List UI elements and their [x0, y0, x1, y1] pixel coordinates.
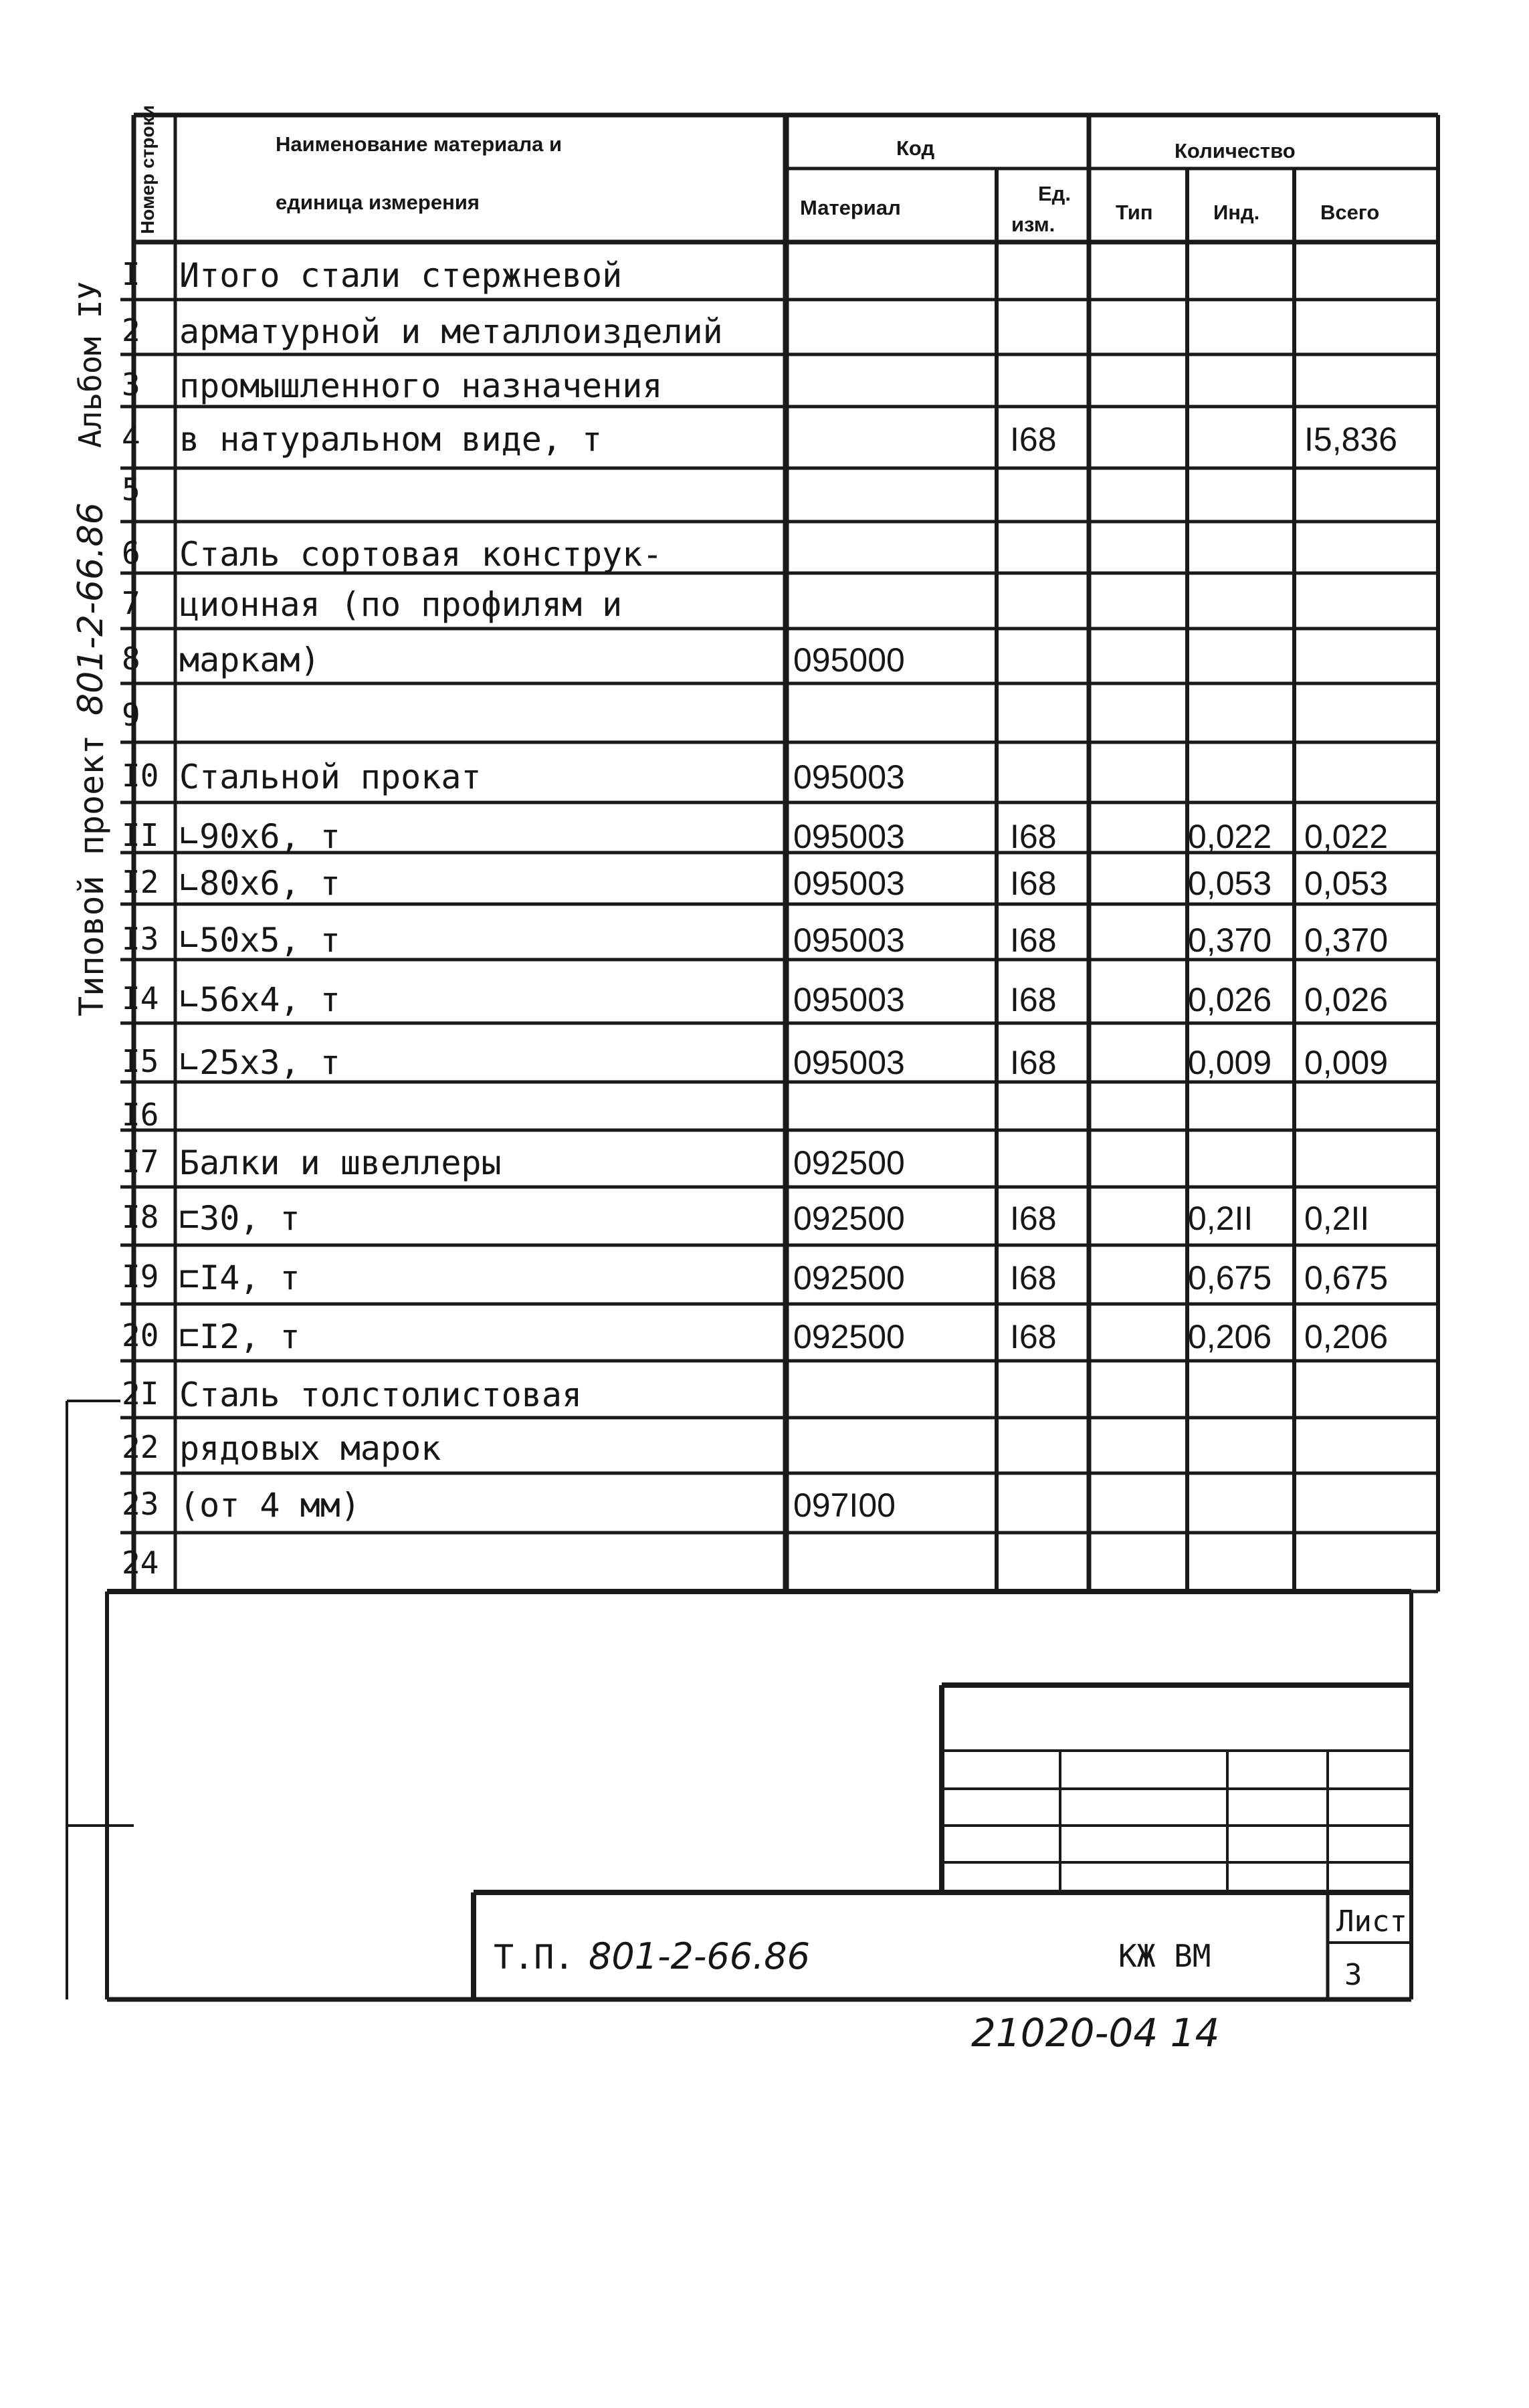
row-code: 095003	[793, 1044, 905, 1081]
row-number: 23	[122, 1486, 159, 1522]
inventory-number: 21020-04 14	[971, 2010, 1220, 2056]
row-number: I2	[122, 864, 159, 900]
row-name: в натуральном виде, т	[179, 420, 603, 459]
row-number: 20	[122, 1317, 159, 1353]
row-code: 095003	[793, 981, 905, 1018]
row-total: 0,675	[1304, 1259, 1389, 1297]
title-doc-number: 801-2-66.86	[589, 1935, 810, 1977]
row-number: 4	[122, 420, 140, 456]
header-unit-line2: изм.	[1011, 213, 1055, 236]
row-name: Сталь сортовая конструк-	[179, 535, 663, 574]
side-project-label: Типовой проект	[72, 734, 111, 1016]
row-total: I5,836	[1304, 421, 1398, 458]
header-row-number	[138, 105, 158, 234]
row-code: 095003	[793, 865, 905, 902]
row-number: I6	[122, 1097, 159, 1133]
row-name: маркам)	[179, 641, 320, 679]
row-code: 095003	[793, 921, 905, 959]
title-sheet-label: Лист	[1336, 1904, 1407, 1939]
row-unit: I68	[1010, 1200, 1057, 1237]
row-name: промышленного назначения	[179, 366, 663, 405]
header-total: Всего	[1320, 201, 1380, 224]
row-name: ∟80x6, т	[179, 864, 340, 903]
row-name: Итого стали стержневой	[179, 256, 623, 295]
header-type: Тип	[1116, 201, 1153, 224]
title-mark: КЖ ВМ	[1118, 1938, 1211, 1974]
row-number: I	[122, 256, 140, 292]
row-ind: 0,370	[1188, 921, 1272, 959]
row-code: 092500	[793, 1259, 905, 1297]
row-name: (от 4 мм)	[179, 1486, 361, 1525]
row-total: 0,206	[1304, 1318, 1389, 1355]
row-ind: 0,053	[1188, 865, 1272, 902]
row-name: ционная (по профилям и	[179, 585, 623, 624]
row-unit: I68	[1010, 981, 1057, 1018]
row-number: 7	[122, 585, 140, 621]
side-project-number: 801-2-66.86	[71, 502, 111, 716]
row-name: ∟90x6, т	[179, 817, 340, 856]
row-name: ⊏I4, т	[179, 1258, 300, 1297]
header-name-line1: Наименование материала и	[276, 132, 563, 156]
row-number: 3	[122, 366, 140, 403]
row-name: Стальной прокат	[179, 758, 482, 796]
row-code: 095003	[793, 818, 905, 855]
row-unit: I68	[1010, 421, 1057, 458]
row-name: ∟56x4, т	[179, 980, 340, 1019]
row-code: 097I00	[793, 1487, 896, 1524]
row-name: Балки и швеллеры	[179, 1143, 502, 1182]
header-ind: Инд.	[1213, 201, 1260, 224]
row-number: 9	[122, 697, 140, 733]
row-total: 0,2II	[1304, 1200, 1370, 1237]
row-ind: 0,675	[1188, 1259, 1272, 1297]
row-number: 24	[122, 1545, 159, 1581]
row-code: 095003	[793, 758, 905, 796]
row-name: ∟25x3, т	[179, 1043, 340, 1082]
row-name: ⊏I2, т	[179, 1317, 300, 1356]
row-number: 22	[122, 1429, 159, 1465]
row-number: II	[122, 817, 159, 853]
row-number: 5	[122, 471, 140, 508]
title-doc-prefix: Т.П.	[494, 1938, 575, 1977]
row-number: I3	[122, 921, 159, 957]
row-number: I0	[122, 758, 159, 794]
row-name: рядовых марок	[179, 1429, 441, 1468]
row-total: 0,026	[1304, 981, 1389, 1018]
row-code: 095000	[793, 641, 905, 679]
title-sheet-number: 3	[1344, 1958, 1362, 1992]
header-code: Код	[896, 136, 935, 160]
row-name: Сталь толстолистовая	[179, 1376, 583, 1414]
row-code: 092500	[793, 1200, 905, 1237]
row-total: 0,009	[1304, 1044, 1389, 1081]
row-unit: I68	[1010, 1259, 1057, 1297]
row-number: 8	[122, 641, 140, 677]
row-number: 2	[122, 312, 140, 348]
header-quantity: Количество	[1175, 139, 1296, 162]
row-ind: 0,022	[1188, 818, 1272, 855]
row-number: 2I	[122, 1376, 159, 1412]
row-ind: 0,009	[1188, 1044, 1272, 1081]
row-ind: 0,026	[1188, 981, 1272, 1018]
header-unit-line1: Ед.	[1038, 182, 1071, 205]
row-code: 092500	[793, 1144, 905, 1182]
row-name: арматурной и металлоизделий	[179, 312, 723, 351]
row-unit: I68	[1010, 1318, 1057, 1355]
row-number: I5	[122, 1043, 159, 1079]
row-ind: 0,206	[1188, 1318, 1272, 1355]
row-unit: I68	[1010, 818, 1057, 855]
side-album-label: Альбом IУ	[72, 281, 108, 448]
row-ind: 0,2II	[1188, 1200, 1253, 1237]
row-unit: I68	[1010, 1044, 1057, 1081]
header-material: Материал	[800, 196, 901, 219]
row-number: 6	[122, 535, 140, 571]
row-number: I8	[122, 1199, 159, 1235]
row-number: I9	[122, 1258, 159, 1295]
row-name: ∟50x5, т	[179, 921, 340, 960]
row-name: ⊏30, т	[179, 1199, 300, 1238]
header-name-line2: единица измерения	[276, 191, 480, 214]
row-total: 0,022	[1304, 818, 1389, 855]
row-number: I7	[122, 1143, 159, 1180]
row-unit: I68	[1010, 921, 1057, 959]
row-unit: I68	[1010, 865, 1057, 902]
row-number: I4	[122, 980, 159, 1016]
row-total: 0,370	[1304, 921, 1389, 959]
row-total: 0,053	[1304, 865, 1389, 902]
row-code: 092500	[793, 1318, 905, 1355]
header-row-number-text: Номер строки	[137, 105, 158, 234]
